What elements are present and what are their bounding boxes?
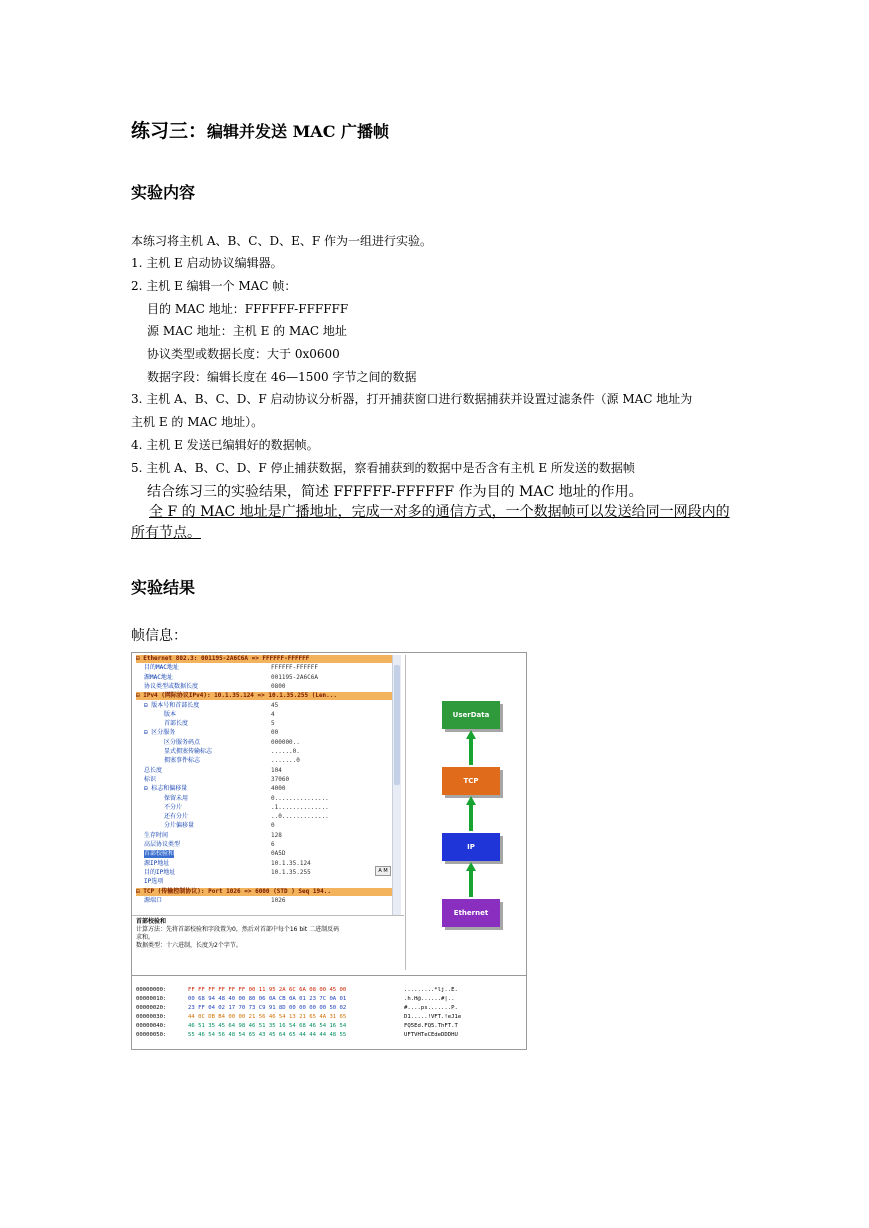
tree-field-name: 显式拥塞传输标志: [164, 748, 213, 755]
hex-ascii: .h.H@......#|..: [404, 996, 455, 1002]
frame-info-label: 帧信息：: [131, 628, 187, 644]
tree-field-value: 10.1.35.255: [271, 868, 311, 876]
hex-offset: 00000040:: [136, 1023, 167, 1029]
section-heading-result: 实验结果: [131, 578, 196, 597]
tree-row[interactable]: [136, 748, 394, 756]
layer-box-userdata: UserData: [442, 701, 500, 729]
page-title: [131, 116, 389, 143]
hex-bytes: 55 46 54 56 48 54 65 43 45 64 65 44 44 44 48 55: [188, 1032, 347, 1038]
tree-row[interactable]: [136, 841, 394, 849]
tree-row[interactable]: [136, 822, 394, 830]
tree-field-name: 高层协议类型: [144, 841, 181, 848]
hex-bytes: 23 FF 04 02 17 70 73 C9 91 8D 00 00 00 00 50 02: [188, 1005, 347, 1011]
tree-field-name: ⊟ 区分服务: [144, 729, 176, 737]
tree-field-value: 0A5D: [271, 850, 286, 858]
tree-row[interactable]: [136, 795, 394, 803]
hex-ascii: UFTVHTeCEdeDDDHU: [404, 1032, 458, 1038]
up-arrow-icon: [465, 795, 477, 831]
title-rest: 编辑并发送 MAC 广播帧: [207, 122, 390, 141]
tree-field-value: 10.1.35.124: [271, 859, 311, 867]
field-edit-badge[interactable]: A M: [375, 866, 391, 876]
tree-row[interactable]: [136, 683, 394, 691]
hex-bytes: 00 68 94 48 40 00 80 06 0A CB 0A 01 23 7C 0A 01: [188, 996, 347, 1002]
tree-field-name: 源IP地址: [144, 859, 170, 867]
tree-scrollbar[interactable]: [392, 655, 401, 917]
tree-field-name: 目的IP地址: [144, 868, 176, 876]
tree-field-name: 源端口: [144, 896, 163, 904]
tree-field-name: 生存时间: [144, 831, 169, 839]
tree-row[interactable]: [136, 832, 394, 840]
layer-box-ip: IP: [442, 833, 500, 861]
tree-field-value: ..0.............: [271, 813, 329, 821]
tree-field-name: 首部校验和: [144, 850, 175, 858]
step-5: 5. 主机 A、B、C、D、F 停止捕获数据，察看捕获到的数据中是否含有主机 E 所发送的数据帧: [131, 461, 635, 475]
tree-field-value: 4000: [271, 785, 286, 793]
hex-bytes: 46 51 35 45 64 98 46 51 35 16 54 68 46 54 16 54: [188, 1023, 347, 1029]
hex-ascii: .........*lj..E.: [404, 987, 458, 993]
title-main: 练习三：: [131, 120, 208, 142]
tree-field-value: 45: [271, 701, 279, 709]
hex-ascii: #....ps.......P.: [404, 1005, 458, 1011]
tree-field-value: 0: [271, 822, 275, 830]
protocol-stack-diagram: [405, 655, 525, 970]
protocol-analyzer-screenshot: [131, 652, 527, 1050]
layer-box-tcp: TCP: [442, 767, 500, 795]
tree-field-value: 001195-2A6C6A: [271, 673, 318, 681]
hex-offset: 00000020:: [136, 1005, 167, 1011]
step-3-line-1: 3. 主机 A、B、C、D、F 启动协议分析器，打开捕获窗口进行数据捕获并设置过滤条件（源 MAC 地址为: [131, 392, 693, 406]
hex-ascii: FQ5Ed.FQ5.ThFT.T: [404, 1023, 458, 1029]
tree-row[interactable]: [136, 785, 394, 793]
up-arrow-icon: [465, 729, 477, 765]
tree-field-value: .1..............: [271, 803, 329, 811]
description-line: 求和。: [136, 934, 155, 941]
tree-row[interactable]: [136, 878, 394, 886]
tree-row[interactable]: [136, 655, 394, 663]
tree-field-value: 6: [271, 841, 275, 848]
tree-field-value: 128: [271, 831, 282, 839]
tree-field-name: IP选项: [144, 878, 164, 886]
tree-field-name: 首部长度: [164, 720, 189, 728]
tree-field-name: 保留未用: [164, 794, 189, 802]
description-line: 数据类型：十六进制，长度为2个字节。: [136, 942, 242, 949]
tree-row[interactable]: [136, 850, 394, 858]
up-arrow-icon: [465, 861, 477, 897]
hex-bytes: 44 0C DB B4 00 00 21 56 46 54 13 21 65 4A 31 65: [188, 1014, 347, 1020]
tree-field-value: FFFFFF-FFFFFF: [271, 664, 318, 672]
hex-offset: 00000000:: [136, 987, 167, 993]
tree-row[interactable]: [136, 767, 394, 775]
tree-field-name: 协议类型或数据长度: [144, 682, 199, 690]
tree-row[interactable]: [136, 674, 394, 682]
tree-field-name: 分片偏移量: [164, 822, 195, 830]
tree-row[interactable]: [136, 776, 394, 784]
tree-field-name: 不分片: [164, 803, 183, 811]
tree-field-value: 1026: [271, 896, 286, 904]
tree-field-value: ......0.: [271, 748, 300, 755]
tree-field-name: 还有分片: [164, 813, 189, 821]
tree-field-name: ⊟ 版本号和首部长度: [144, 701, 200, 709]
tree-field-name: 区分服务码点: [164, 738, 201, 746]
description-line: 计算方法：先将首部校验和字段置为0，然后对首部中每个16 bit 二进制反码: [136, 926, 340, 933]
tree-field-value: 000000..: [271, 738, 300, 746]
tree-field-name: ⊟ 标志和偏移量: [144, 785, 188, 793]
tree-field-value: 37060: [271, 775, 290, 783]
tree-row[interactable]: [136, 888, 394, 896]
hex-dump-panel: [132, 975, 526, 1050]
section-heading-content: 实验内容: [131, 183, 196, 202]
hex-ascii: D1.....!VFT.!eJ1e: [404, 1014, 462, 1020]
step-4: 4. 主机 E 发送已编辑好的数据帧。: [131, 438, 319, 452]
tree-row[interactable]: [136, 702, 394, 710]
field-description-panel: [132, 915, 404, 971]
tree-field-name: 标识: [144, 775, 157, 783]
tree-row[interactable]: [136, 692, 394, 700]
step-2-data: 数据字段：编辑长度在 46—1500 字节之间的数据: [147, 370, 417, 384]
tree-field-name: ⊟ Ethernet 802.3: 001195-2A6C6A => FFFFFF-FFFFFF: [136, 655, 310, 662]
tree-field-value: 5: [271, 720, 275, 728]
tree-field-value: 104: [271, 766, 282, 774]
tree-field-name: 源MAC地址: [144, 673, 173, 681]
hex-offset: 00000050:: [136, 1032, 167, 1038]
tree-field-value: .......0: [271, 757, 300, 765]
tree-field-value: 4: [271, 710, 275, 718]
question-text: 结合练习三的实验结果，简述 FFFFFF-FFFFFF 作为目的 MAC 地址的作用。: [147, 484, 643, 500]
tree-row[interactable]: [136, 869, 394, 877]
answer-body: 全 F 的 MAC 地址是广播地址，完成一对多的通信方式，一个数据帧可以发送给同一网段内的所有节点。: [131, 504, 730, 541]
tree-field-value: 0800: [271, 682, 286, 690]
tree-row[interactable]: [136, 739, 394, 747]
description-line: 首部校验和: [136, 918, 167, 925]
tree-row[interactable]: [136, 897, 394, 905]
tree-field-name: 拥塞事件标志: [164, 757, 201, 765]
hex-offset: 00000010:: [136, 996, 167, 1002]
intro-text: 本练习将主机 A、B、C、D、E、F 作为一组进行实验。: [131, 234, 433, 248]
tree-field-name: 目的MAC地址: [144, 664, 179, 672]
tree-field-value: 0...............: [271, 794, 329, 802]
tree-row[interactable]: [136, 860, 394, 868]
tree-row[interactable]: [136, 720, 394, 728]
step-2-src-mac: 源 MAC 地址：主机 E 的 MAC 地址: [147, 324, 347, 338]
tree-field-name: 版本: [164, 710, 177, 718]
tree-row[interactable]: [136, 711, 394, 719]
step-2-dest-mac: 目的 MAC 地址：FFFFFF-FFFFFF: [147, 302, 349, 316]
tree-field-name: 总长度: [144, 766, 163, 774]
step-2: 2. 主机 E 编辑一个 MAC 帧：: [131, 279, 297, 293]
step-2-type: 协议类型或数据长度：大于 0x0600: [147, 347, 340, 361]
tree-field-value: 00: [271, 729, 279, 737]
scrollbar-thumb[interactable]: [394, 665, 400, 785]
tree-row[interactable]: [136, 813, 394, 821]
step-1: 1. 主机 E 启动协议编辑器。: [131, 256, 283, 270]
tree-row[interactable]: [136, 729, 394, 737]
tree-row[interactable]: [136, 804, 394, 812]
protocol-tree[interactable]: [132, 653, 402, 911]
step-3-line-2: 主机 E 的 MAC 地址）。: [131, 415, 264, 429]
layer-box-ethernet: Ethernet: [442, 899, 500, 927]
tree-row[interactable]: [136, 664, 394, 672]
tree-row[interactable]: [136, 757, 394, 765]
tree-field-name: ⊟ TCP (传输控制协议): Port 1026 => 6000 (STD ) Seq 194..: [136, 887, 331, 895]
answer-text: [131, 502, 739, 544]
tree-field-name: ⊟ IPv4 (网际协议IPv4): 10.1.35.124 => 10.1.35.255 (Len...: [136, 692, 338, 700]
hex-offset: 00000030:: [136, 1014, 167, 1020]
hex-bytes: FF FF FF FF FF FF 00 11 95 2A 6C 6A 08 00 45 00: [188, 987, 347, 993]
